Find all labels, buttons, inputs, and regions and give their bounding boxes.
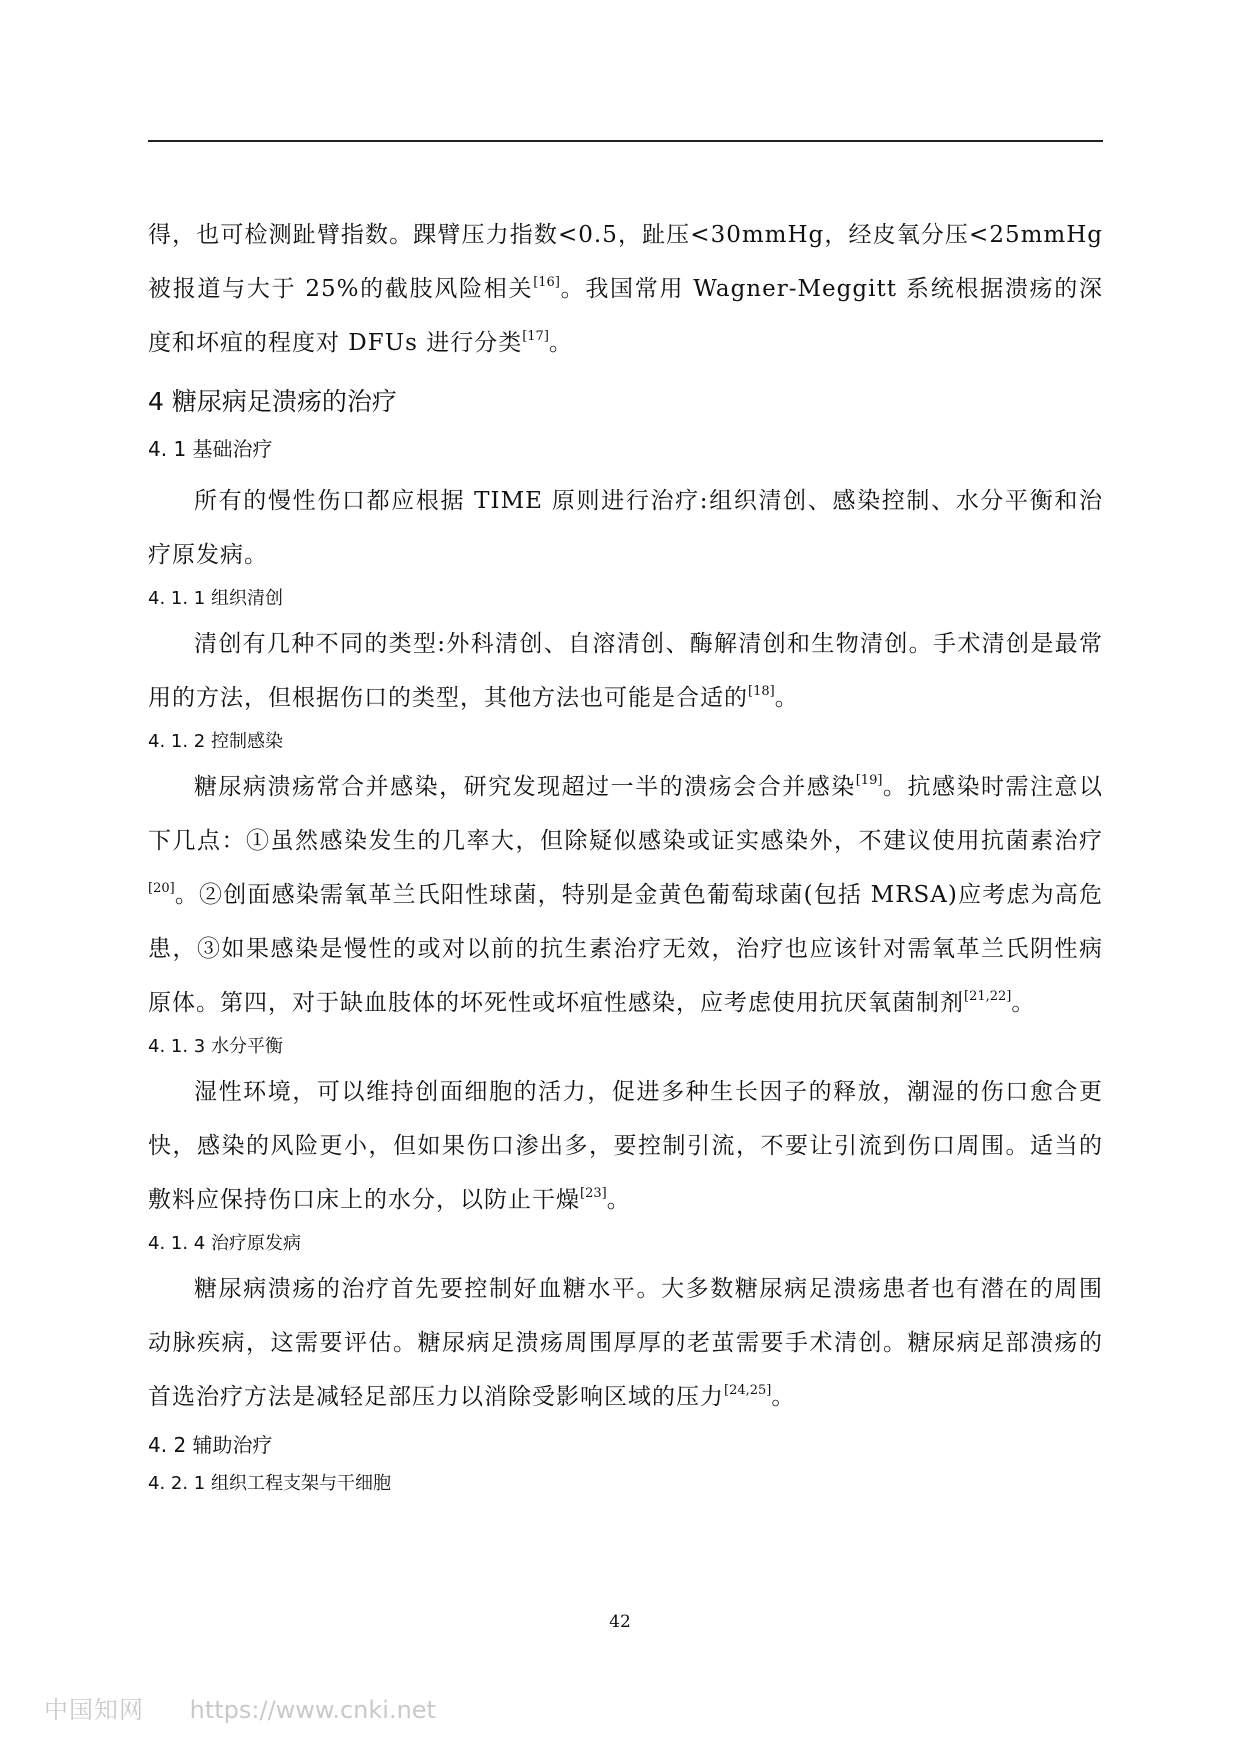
citation: [18] — [748, 684, 775, 699]
section-heading: 4 糖尿病足溃疡的治疗 — [148, 387, 397, 416]
citation: [20] — [148, 881, 175, 896]
citation: [16] — [533, 275, 560, 290]
subsubsection-heading: 4. 1. 3 水分平衡 — [148, 1036, 283, 1057]
paragraph: 所有的慢性伤口都应根据 TIME 原则进行治疗:组织清创、感染控制、水分平衡和治疗原发病。 — [148, 488, 1103, 568]
subsubsection-heading: 4. 1. 1 组织清创 — [148, 588, 283, 609]
citation: [21,22] — [964, 989, 1012, 1004]
paragraph: 湿性环境，可以维持创面细胞的活力，促进多种生长因子的释放，潮湿的伤口愈合更快，感染的风险更小，但如果伤口渗出多，要控制引流，不要让引流到伤口周围。适当的敷料应保持伤口床上的水分，以防止干燥[23]。 — [148, 1079, 1103, 1213]
citation: [19] — [855, 773, 883, 788]
subsubsection-heading: 4. 1. 2 控制感染 — [148, 731, 283, 752]
paragraph: 清创有几种不同的类型:外科清创、自溶清创、酶解清创和生物清创。手术清创是最常用的方法，但根据伤口的类型，其他方法也可能是合适的[18]。 — [148, 631, 1103, 711]
page-body — [148, 208, 1103, 1502]
watermark-url: https://www.cnki.net — [189, 1696, 436, 1724]
watermark-brand: 中国知网 — [44, 1696, 144, 1724]
header-rule — [148, 140, 1103, 142]
paragraph: 糖尿病溃疡常合并感染，研究发现超过一半的溃疡会合并感染[19]。抗感染时需注意以下几点：①虽然感染发生的几率大，但除疑似感染或证实感染外，不建议使用抗菌素治疗[20]。②创面感染需氧革兰氏阳性球菌，特别是金黄色葡萄球菌(包括 MRSA)应考虑为高危患，③如果感染是慢性的或对以前的抗生素治疗无效，治疗也应该针对需氧革兰氏阴性病原体。第四，对于缺血肢体的坏死性或坏疽性感染，应考虑使用抗厌氧菌制剂[21,22]。 — [148, 773, 1104, 1016]
citation: [24,25] — [724, 1383, 772, 1398]
subsection-heading: 4. 1 基础治疗 — [148, 437, 273, 461]
paragraph: 得，也可检测趾臂指数。踝臂压力指数<0.5，趾压<30mmHg，经皮氧分压<25mmHg被报道与大于 25%的截肢风险相关[16]。我国常用 Wagner-Meggitt 系统根据溃疡的深度和坏疽的程度对 DFUs 进行分类[17]。 — [148, 222, 1103, 356]
subsubsection-heading: 4. 1. 4 治疗原发病 — [148, 1233, 301, 1254]
paragraph: 糖尿病溃疡的治疗首先要控制好血糖水平。大多数糖尿病足溃疡患者也有潜在的周围动脉疾病，这需要评估。糖尿病足溃疡周围厚厚的老茧需要手术清创。糖尿病足部溃疡的首选治疗方法是减轻足部压力以消除受影响区域的压力[24,25]。 — [148, 1276, 1103, 1410]
subsection-heading: 4. 2 辅助治疗 — [148, 1433, 273, 1457]
citation: [17] — [522, 329, 549, 344]
subsubsection-heading: 4. 2. 1 组织工程支架与干细胞 — [148, 1473, 391, 1494]
citation: [23] — [580, 1186, 607, 1201]
page-number: 42 — [609, 1612, 631, 1632]
watermark — [44, 1690, 436, 1725]
